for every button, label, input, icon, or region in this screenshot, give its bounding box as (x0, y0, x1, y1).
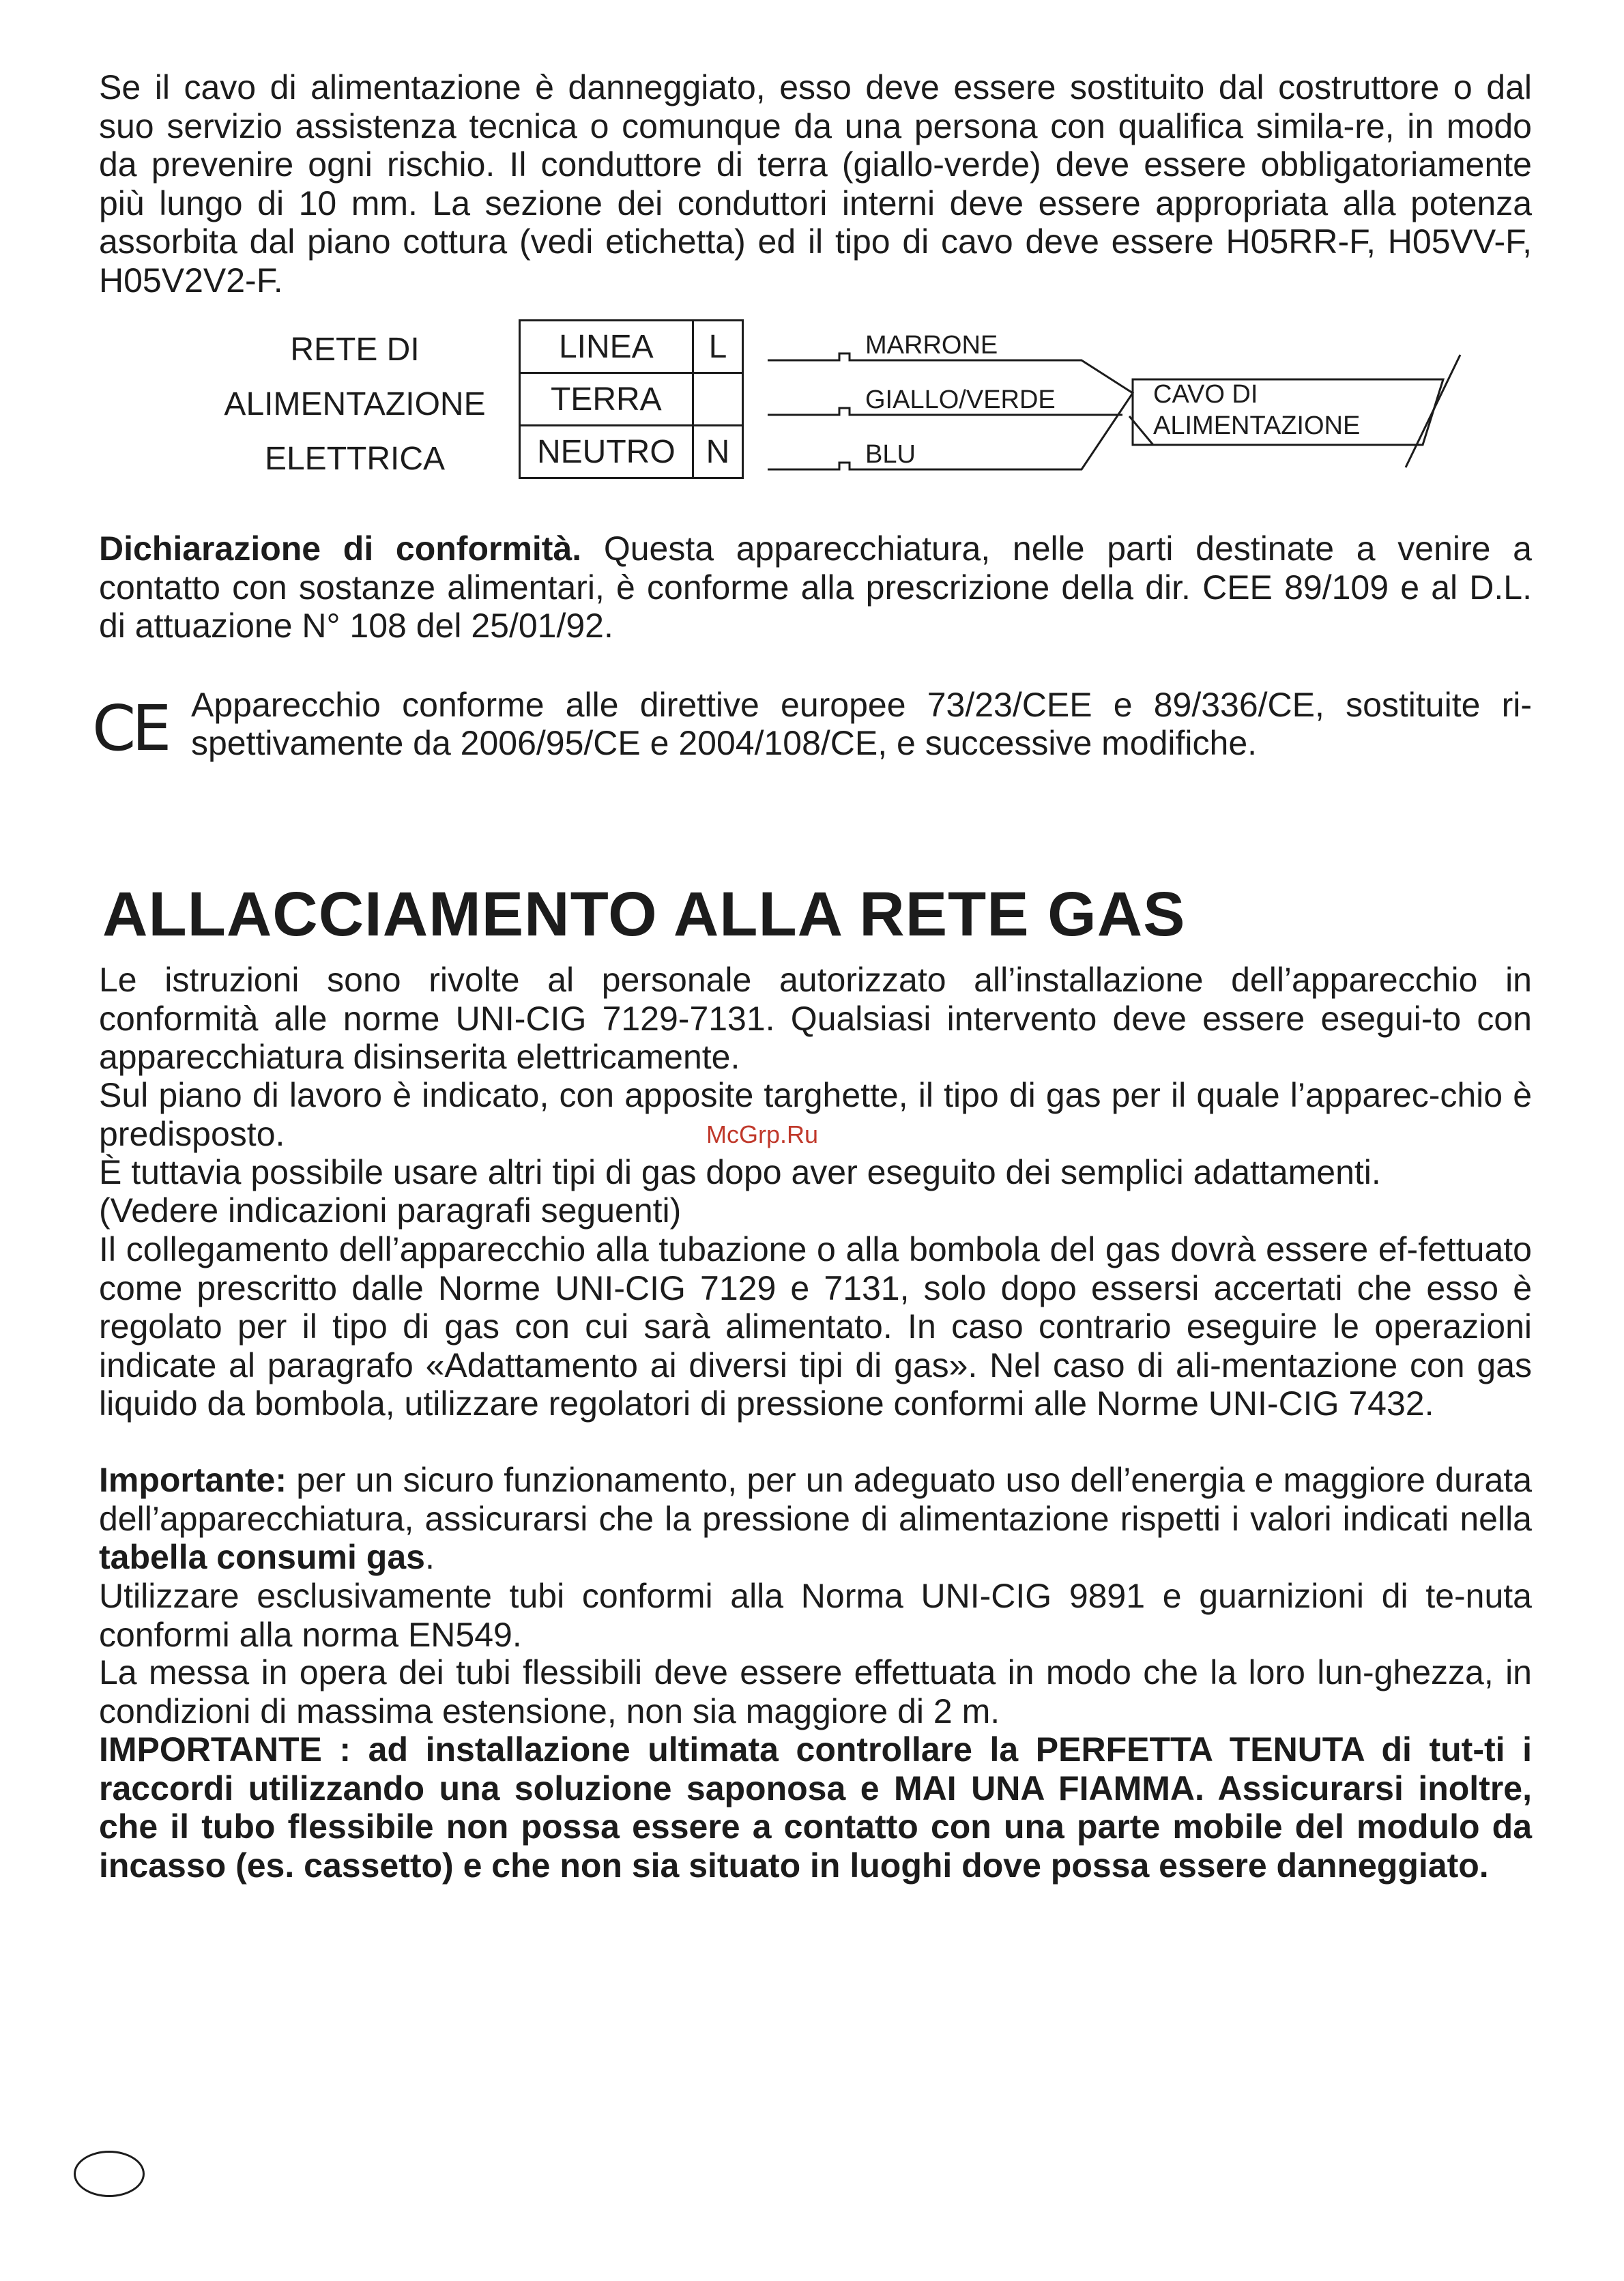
gas-see-below-paragraph: (Vedere indicazioni paragrafi seguenti) (99, 1191, 682, 1230)
cable-label-line: CAVO DI (1153, 380, 1258, 409)
cable-cut-mark (1406, 355, 1460, 467)
watermark: McGrp.Ru (706, 1120, 819, 1148)
power-cable-label (1153, 379, 1360, 441)
wire-name: TERRA (520, 373, 693, 426)
wire-code: L (693, 321, 743, 373)
gas-important-paragraph (99, 1461, 1532, 1577)
gas-warning-paragraph: IMPORTANTE : ad installazione ultimata controllare la PERFETTA TENUTA di tut-ti i raccordi utilizzando una soluzione saponosa e MAI UNA FIAMMA. Assicurarsi inoltre, che il tubo flessibile non possa essere a contatto con una parte mobile del modulo da incasso (es. cassetto) e che non sia situato in luoghi dove possa essere danneggiato. (99, 1730, 1532, 1885)
page-number-circle (74, 2151, 145, 2197)
conformity-text: Questa apparecchiatura, nelle parti destinate a venire a contatto con sostanze alimentari, è conforme alla prescrizione della dir. CEE 89/109 e al D.L. di attuazione N° 108 del 25/01/92. (99, 529, 1532, 645)
wire-name: NEUTRO (520, 426, 693, 478)
network-label-line: RETE DI (290, 332, 420, 368)
wire-name: LINEA (520, 321, 693, 373)
section-title: ALLACCIAMENTO ALLA RETE GAS (102, 880, 1186, 949)
cable-replacement-paragraph: Se il cavo di alimentazione è danneggiato, esso deve essere sostituito dal costruttore o dal suo servizio assistenza tecnica o comunque da una persona con qualifica simila-re, in modo da prevenire ogni rischio. Il conduttore di terra (giallo-verde) deve essere obbligatoriamente più lungo di 10 mm. La sezione dei conduttori interni deve essere appropriata alla potenza assorbita dal piano cottura (vedi etichetta) ed il tipo di cavo deve essere H05RR-F, H05VV-F, H05V2V2-F. (99, 68, 1532, 300)
gas-adaptation-paragraph: È tuttavia possibile usare altri tipi di gas dopo aver eseguito dei semplici adattamenti. (99, 1153, 1381, 1191)
gas-hose-length-paragraph: La messa in opera dei tubi flessibili deve essere effettuata in modo che la loro lun-ghezza, in condizioni di massima estensione, non sia maggiore di 2 m. (99, 1653, 1532, 1730)
conformity-heading: Dichiarazione di conformità. (99, 529, 582, 568)
gas-plate-paragraph: Sul piano di lavoro è indicato, con apposite targhette, il tipo di gas per il quale l’apparec-chio è predisposto. (99, 1076, 1532, 1153)
wire-color-label: MARRONE (865, 331, 998, 360)
wire-color-label: BLU (865, 440, 916, 469)
wire-color-label: GIALLO/VERDE (865, 386, 1056, 414)
cable-label-line: ALIMENTAZIONE (1153, 411, 1361, 440)
important-text-end: . (424, 1538, 435, 1576)
gas-tubes-paragraph: Utilizzare esclusivamente tubi conformi alla Norma UNI-CIG 9891 e guarnizioni di te-nuta conformi alla norma EN549. (99, 1577, 1532, 1654)
network-label-line: ELETTRICA (264, 441, 446, 477)
ce-mark-logo: CE (92, 692, 168, 765)
network-label-line: ALIMENTAZIONE (224, 386, 486, 422)
gas-connection-paragraph: Il collegamento dell’apparecchio alla tubazione o alla bombola del gas dovrà essere ef-fettuato come prescritto dalle Norme UNI-CIG 7129 e 7131, solo dopo essersi accertati che esso è regolato per il tipo di gas con cui sarà alimentato. In caso contrario eseguire le operazioni indicate al paragrafo «Adattamento ai diversi tipi di gas». Nel caso di ali-mentazione con gas liquido da bombola, utilizzare regolatori di pressione conformi alle Norme UNI-CIG 7432. (99, 1230, 1532, 1423)
gas-intro-paragraph: Le istruzioni sono rivolte al personale autorizzato all’installazione dell’apparecchio in conformità alle norme UNI-CIG 7129-7131. Qualsiasi intervento deve essere esegui-to con apparecchiatura disinserita elettricamente. (99, 961, 1532, 1076)
important-label: Importante: (99, 1461, 287, 1499)
wire-code: N (693, 426, 743, 478)
gas-table-reference: tabella consumi gas (99, 1538, 425, 1576)
ce-directive-text: Apparecchio conforme alle direttive europee 73/23/CEE e 89/336/CE, sostituite ri-spettivamente da 2006/95/CE e 2004/108/CE, e successive modifiche. (191, 686, 1532, 762)
important-text: per un sicuro funzionamento, per un adeguato uso dell’energia e maggiore durata dell’apparecchiatura, assicurarsi che la pressione di alimentazione rispetti i valori indicati nella (99, 1461, 1532, 1538)
wiring-diagram-lines (0, 0, 1624, 519)
conformity-declaration (99, 529, 1532, 645)
